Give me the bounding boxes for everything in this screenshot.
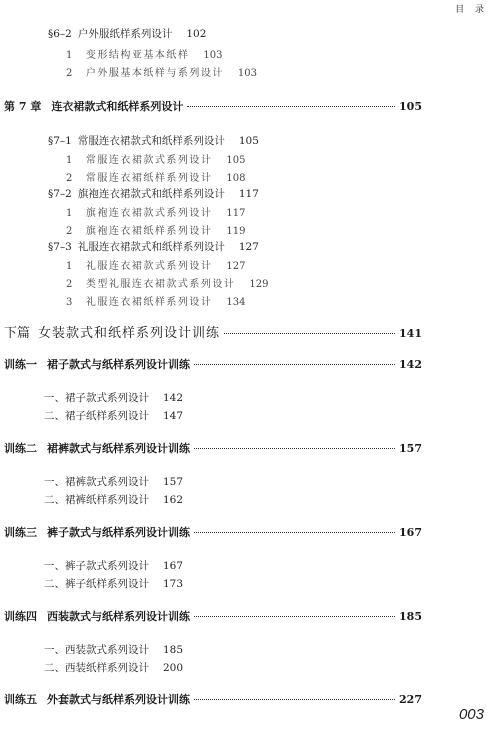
toc-item-3b[interactable] [44, 576, 183, 591]
subsection-title: 旗袍连衣裙款式系列设计 [85, 208, 213, 219]
toc-item-2b[interactable] [44, 492, 183, 507]
subsection-number: 3 [66, 297, 74, 308]
training-number: 训练二 [4, 442, 37, 455]
subsection-title: 户外服基本纸样与系列设计 [85, 68, 224, 79]
running-head: 目 录 [455, 5, 488, 15]
toc-training-5[interactable] [4, 691, 422, 707]
item-title: 一、裙裤款式系列设计 [44, 476, 149, 488]
toc-subsection-7-3-2[interactable] [66, 275, 268, 290]
toc-item-2a[interactable] [44, 474, 183, 489]
page-ref: 119 [226, 226, 246, 237]
toc-part-2[interactable] [4, 322, 422, 341]
page-ref: 129 [249, 279, 269, 290]
page-ref: 103 [237, 68, 257, 79]
page-ref: 157 [163, 476, 184, 488]
page-ref: 142 [163, 392, 184, 404]
page-ref: 102 [186, 28, 207, 40]
subsection-number: 2 [66, 173, 74, 184]
subsection-title: 类型礼服连衣裙款式系列设计 [85, 279, 236, 290]
subsection-title: 旗袍连衣裙纸样系列设计 [85, 226, 213, 237]
subsection-title: 常服连衣裙纸样系列设计 [85, 173, 213, 184]
page-ref: 227 [399, 693, 422, 706]
page-ref: 167 [163, 560, 184, 572]
section-title: 礼服连衣裙款式和纸样系列设计 [77, 241, 225, 253]
subsection-title: 礼服连衣裙纸样系列设计 [85, 297, 213, 308]
toc-section-7-2[interactable] [48, 186, 259, 201]
dot-leader [187, 106, 395, 107]
subsection-number: 2 [66, 279, 74, 290]
subsection-number: 1 [66, 261, 74, 272]
page-ref: 134 [226, 297, 246, 308]
toc-item-4a[interactable] [44, 642, 183, 657]
subsection-number: 1 [66, 155, 74, 166]
training-title: 裙子款式与纸样系列设计训练 [47, 358, 190, 371]
page-ref: 185 [399, 610, 422, 623]
subsection-number: 1 [66, 50, 74, 61]
toc-subsection-7-2-1[interactable] [66, 204, 245, 219]
page-ref: 200 [163, 662, 184, 674]
toc-subsection-7-3-3[interactable] [66, 293, 245, 308]
dot-leader [194, 448, 395, 449]
chapter-number: 第 7 章 [4, 100, 42, 113]
section-title: 户外服纸样系列设计 [77, 28, 173, 40]
toc-section-6-2[interactable] [48, 26, 206, 41]
section-number: §7–3 [48, 241, 72, 253]
item-title: 二、西装纸样系列设计 [44, 662, 149, 674]
section-title: 常服连衣裙款式和纸样系列设计 [77, 135, 225, 147]
toc-subsection-7-3-1[interactable] [66, 257, 245, 272]
section-title: 旗袍连衣裙款式和纸样系列设计 [77, 188, 225, 200]
toc-item-1b[interactable] [44, 408, 183, 423]
page-ref: 117 [238, 188, 259, 200]
training-title: 西装款式与纸样系列设计训练 [47, 610, 190, 623]
toc-section-7-1[interactable] [48, 133, 259, 148]
dot-leader [194, 699, 395, 700]
section-number: §6–2 [48, 28, 72, 40]
toc-subsection-6-2-1[interactable] [66, 46, 222, 61]
item-title: 二、裙裤纸样系列设计 [44, 494, 149, 506]
item-title: 二、裙子纸样系列设计 [44, 410, 149, 422]
subsection-title: 变形结构亚基本纸样 [85, 50, 190, 61]
toc-chapter-7[interactable] [4, 98, 422, 114]
page-ref: 162 [163, 494, 184, 506]
page-ref: 167 [399, 526, 422, 539]
page-ref: 157 [399, 442, 422, 455]
chapter-title: 连衣裙款式和纸样系列设计 [51, 100, 184, 113]
toc-item-3a[interactable] [44, 558, 183, 573]
subsection-number: 2 [66, 226, 74, 237]
toc-subsection-7-1-2[interactable] [66, 169, 245, 184]
page-ref: 117 [226, 208, 246, 219]
toc-item-4b[interactable] [44, 660, 183, 675]
toc-section-7-3[interactable] [48, 239, 259, 254]
toc-item-1a[interactable] [44, 390, 183, 405]
training-number: 训练五 [4, 693, 37, 706]
training-number: 训练四 [4, 610, 37, 623]
subsection-number: 2 [66, 68, 74, 79]
item-title: 二、裤子纸样系列设计 [44, 578, 149, 590]
page-ref: 127 [226, 261, 246, 272]
training-title: 裤子款式与纸样系列设计训练 [47, 526, 190, 539]
toc-training-1[interactable] [4, 356, 422, 372]
page-ref: 141 [399, 327, 422, 340]
dot-leader [194, 364, 395, 365]
part-title: 女装款式和纸样系列设计训练 [38, 326, 221, 341]
dot-leader [194, 532, 395, 533]
page-ref: 105 [226, 155, 246, 166]
item-title: 一、裤子款式系列设计 [44, 560, 149, 572]
toc-subsection-7-1-1[interactable] [66, 151, 245, 166]
page-ref: 147 [163, 410, 184, 422]
part-number: 下篇 [4, 326, 31, 341]
subsection-number: 1 [66, 208, 74, 219]
toc-training-4[interactable] [4, 608, 422, 624]
page-ref: 185 [163, 644, 184, 656]
dot-leader [224, 333, 395, 334]
item-title: 一、裙子款式系列设计 [44, 392, 149, 404]
toc-subsection-6-2-2[interactable] [66, 64, 257, 79]
toc-training-2[interactable] [4, 440, 422, 456]
section-number: §7–2 [48, 188, 72, 200]
item-title: 一、西装款式系列设计 [44, 644, 149, 656]
section-number: §7–1 [48, 135, 72, 147]
toc-subsection-7-2-2[interactable] [66, 222, 245, 237]
toc-training-3[interactable] [4, 524, 422, 540]
dot-leader [194, 616, 395, 617]
subsection-title: 常服连衣裙款式系列设计 [85, 155, 213, 166]
subsection-title: 礼服连衣裙款式系列设计 [85, 261, 213, 272]
page-number: 003 [458, 706, 484, 723]
training-title: 外套款式与纸样系列设计训练 [47, 693, 190, 706]
page-ref: 103 [203, 50, 223, 61]
page-ref: 108 [226, 173, 246, 184]
page-ref: 105 [399, 100, 422, 113]
training-title: 裙裤款式与纸样系列设计训练 [47, 442, 190, 455]
page-ref: 127 [238, 241, 259, 253]
page-ref: 142 [399, 358, 422, 371]
page-ref: 173 [163, 578, 184, 590]
training-number: 训练一 [4, 358, 37, 371]
page-ref: 105 [238, 135, 259, 147]
training-number: 训练三 [4, 526, 37, 539]
